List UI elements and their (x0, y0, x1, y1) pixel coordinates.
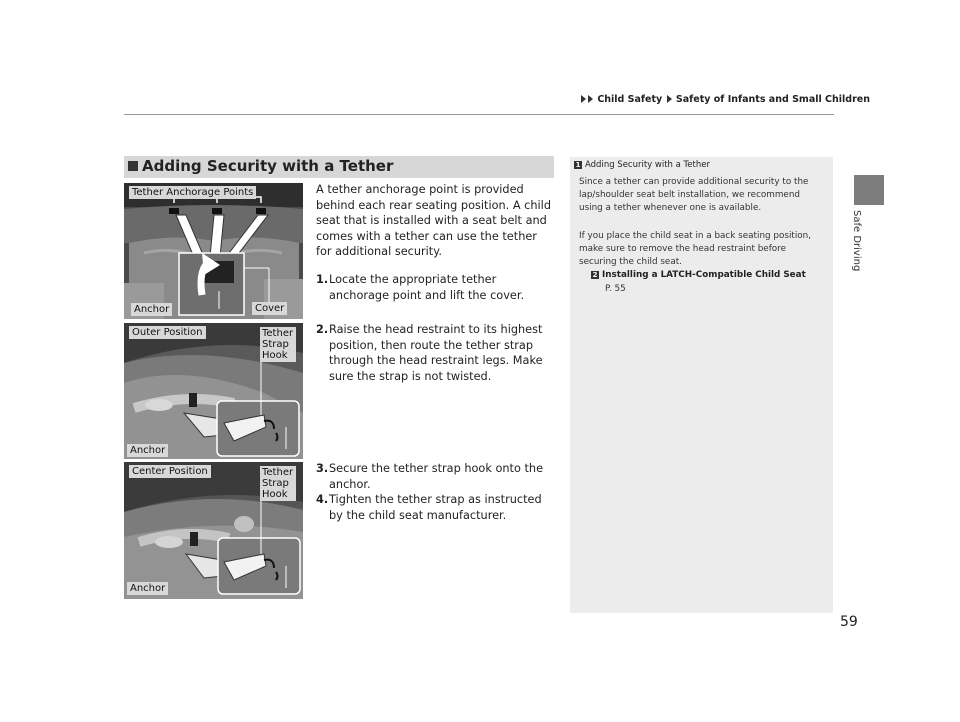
arrow-icon (667, 95, 672, 103)
step-number: 3. (316, 462, 329, 475)
figure-title: Outer Position (129, 326, 206, 339)
page-number: 59 (840, 614, 858, 630)
step-text: Tighten the tether strap as instructed by the child seat manufacturer. (329, 493, 542, 522)
side-note-paragraph-2: If you place the child seat in a back seating position, make sure to remove the head restraint before securing the child seat. (579, 231, 812, 267)
note-marker-icon: 1 (575, 161, 581, 169)
step-text: Secure the tether strap hook onto the anchor. (329, 462, 544, 491)
figure-label-hook: Tether Strap Hook (260, 466, 296, 501)
breadcrumb (580, 94, 870, 105)
figure-label-hook: Tether Strap Hook (260, 327, 296, 362)
header-divider (124, 114, 834, 115)
chapter-label-text: Safe Driving (851, 210, 862, 272)
figure-title: Center Position (129, 465, 211, 478)
breadcrumb-safety-infants[interactable]: Safety of Infants and Small Children (675, 94, 870, 105)
chapter-label (848, 210, 864, 290)
intro-paragraph: A tether anchorage point is provided behind each rear seating position. A child seat that is installed with a seat belt and comes with a tether can use the tether for additional security. (316, 183, 551, 258)
step-text: Raise the head restraint to its highest position, then route the tether strap through the head restraint legs. Make sure the strap is not twisted. (329, 323, 543, 383)
breadcrumb-child-safety[interactable]: Child Safety (597, 94, 663, 105)
arrow-icon (588, 95, 593, 103)
rear-shelf-illustration (124, 183, 303, 319)
cross-reference-link[interactable] (591, 269, 823, 282)
cross-reference-title[interactable]: Installing a LATCH-Compatible Child Seat (602, 270, 806, 280)
section-square-icon (128, 161, 138, 171)
cross-reference-page[interactable]: P. 55 (605, 284, 626, 294)
figure-label-anchor: Anchor (127, 582, 168, 595)
step-1 (316, 272, 554, 304)
section-title: Adding Security with a Tether (142, 157, 394, 175)
figure-title: Tether Anchorage Points (129, 186, 256, 199)
figure-center-position (124, 462, 303, 599)
chapter-tab-marker (854, 175, 884, 205)
step-2 (316, 322, 554, 386)
step-4 (316, 492, 556, 524)
step-3 (316, 461, 554, 493)
figure-outer-position (124, 323, 303, 459)
step-number: 2. (316, 323, 329, 336)
side-note-panel (570, 157, 833, 613)
section-header (124, 156, 554, 178)
figure-label-anchor: Anchor (127, 444, 168, 457)
arrow-icon (581, 95, 586, 103)
side-note-paragraph-1: Since a tether can provide additional security to the lap/shoulder seat belt installation, we recommend using a tether whenever one is available. (579, 177, 809, 213)
step-text: Locate the appropriate tether anchorage point and lift the cover. (329, 273, 525, 302)
figure-tether-anchorage-points (124, 183, 303, 319)
cross-reference-icon: 2 (592, 271, 598, 279)
figure-label-cover: Cover (252, 302, 287, 315)
step-number: 1. (316, 273, 329, 286)
step-number: 4. (316, 493, 329, 506)
side-note-title (574, 160, 710, 170)
side-note-title-text: Adding Security with a Tether (585, 160, 710, 170)
figure-label-anchor: Anchor (131, 303, 172, 316)
